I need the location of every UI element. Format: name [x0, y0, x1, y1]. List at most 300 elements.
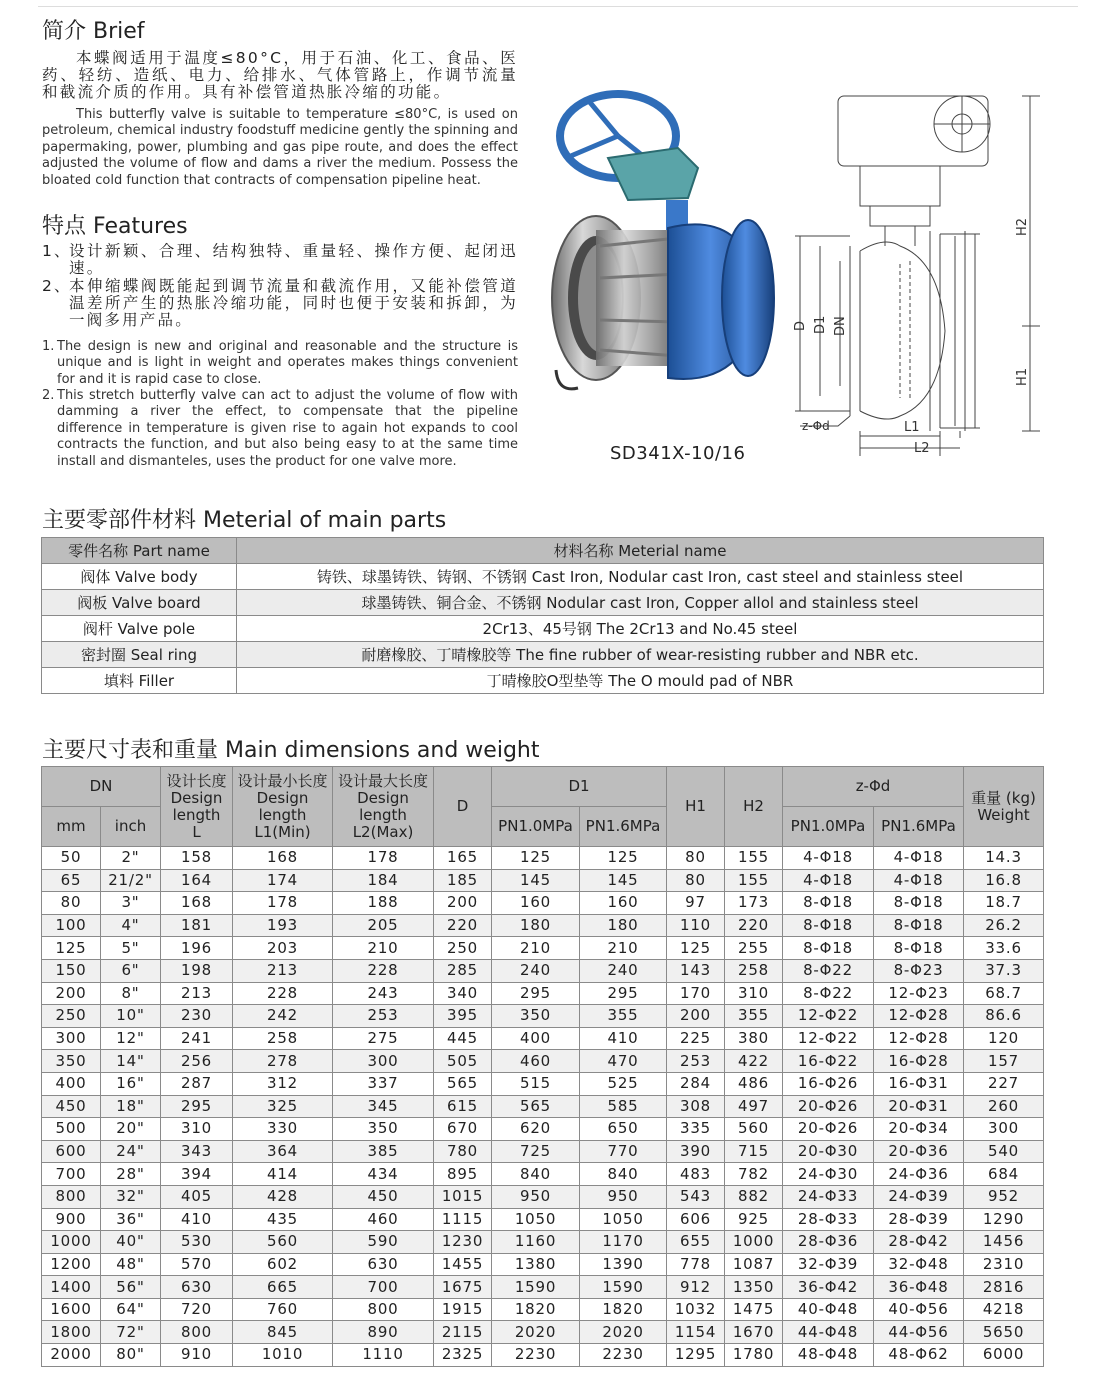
cell-dn-mm: 100: [42, 914, 101, 937]
cell-d: 200: [434, 892, 492, 915]
header-l-en3: L: [192, 822, 201, 841]
header-weight-en: Weight: [977, 805, 1030, 824]
cell-dn-mm: 1400: [42, 1276, 101, 1299]
feature-en-1-number: 1.: [42, 339, 55, 354]
cell-weight: 6000: [964, 1344, 1044, 1367]
cell-length-l2-max: 890: [333, 1321, 434, 1344]
feature-en-2-text: This stretch butterfly valve can act to adjust the volume of flow with damming a river the effect, to compensate that the pipeline difference in temperature is given rise to again hot expands to cool contracts the function, and but also being easy to at the same time install and dismanteles, uses the product for one valve more.: [57, 388, 518, 469]
cell-length-l1-min: 242: [233, 1005, 333, 1028]
cell-weight: 4218: [964, 1298, 1044, 1321]
cell-length-l1-min: 193: [233, 914, 333, 937]
header-d1-pn10: PN1.0MPa: [492, 807, 580, 847]
cell-h1: 200: [667, 1005, 725, 1028]
table-row: [42, 1072, 1044, 1095]
table-row: [42, 1118, 1044, 1141]
cell-h1: 253: [667, 1050, 725, 1073]
cell-zphid-pn10: 36-Φ42: [783, 1276, 874, 1299]
cell-dn-mm: 500: [42, 1118, 101, 1141]
cell-zphid-pn10: 20-Φ26: [783, 1118, 874, 1141]
cell-dn-mm: 125: [42, 937, 101, 960]
cell-d1-pn10: 2020: [492, 1321, 580, 1344]
cell-length-l1-min: 203: [233, 937, 333, 960]
header-l-zh: 设计长度: [166, 771, 227, 790]
cell-length-l: 410: [161, 1208, 233, 1231]
cell-zphid-pn16: 4-Φ18: [874, 847, 964, 870]
cell-length-l2-max: 205: [333, 914, 434, 937]
header-weight-zh: 重量 (kg): [971, 788, 1036, 807]
cell-length-l1-min: 560: [233, 1231, 333, 1254]
cell-length-l2-max: 700: [333, 1276, 434, 1299]
cell-length-l1-min: 312: [233, 1072, 333, 1095]
cell-dn-mm: 150: [42, 959, 101, 982]
header-l: [161, 767, 233, 847]
cell-dn-inch: 56": [101, 1276, 161, 1299]
cell-d1-pn10: 1380: [492, 1253, 580, 1276]
cell-d1-pn10: 350: [492, 1005, 580, 1028]
cell-length-l: 168: [161, 892, 233, 915]
cell-h2: 1087: [725, 1253, 783, 1276]
cell-length-l1-min: 228: [233, 982, 333, 1005]
cell-d: 1015: [434, 1185, 492, 1208]
drawing-label-zphid: z-Φd: [802, 419, 830, 433]
cell-d1-pn10: 145: [492, 869, 580, 892]
cell-zphid-pn16: 48-Φ62: [874, 1344, 964, 1367]
cell-zphid-pn16: 8-Φ23: [874, 959, 964, 982]
cell-d1-pn16: 840: [580, 1163, 667, 1186]
part-name: 阀体 Valve body: [42, 564, 237, 590]
table-row: [42, 1005, 1044, 1028]
feature-en-2: [42, 388, 518, 470]
cell-weight: 157: [964, 1050, 1044, 1073]
cell-h1: 606: [667, 1208, 725, 1231]
cell-h1: 1032: [667, 1298, 725, 1321]
cell-h2: 380: [725, 1027, 783, 1050]
cell-zphid-pn16: 40-Φ56: [874, 1298, 964, 1321]
table-row: [42, 642, 1044, 668]
cell-dn-inch: 28": [101, 1163, 161, 1186]
cell-length-l: 310: [161, 1118, 233, 1141]
cell-h2: 486: [725, 1072, 783, 1095]
cell-length-l1-min: 325: [233, 1095, 333, 1118]
table-row: [42, 1140, 1044, 1163]
cell-length-l2-max: 210: [333, 937, 434, 960]
cell-weight: 68.7: [964, 982, 1044, 1005]
cell-d1-pn10: 950: [492, 1185, 580, 1208]
cell-h1: 1154: [667, 1321, 725, 1344]
table-row: [42, 1231, 1044, 1254]
cell-length-l1-min: 435: [233, 1208, 333, 1231]
header-l-en1: Design: [170, 788, 223, 807]
cell-dn-inch: 16": [101, 1072, 161, 1095]
valve-photo: [548, 88, 778, 420]
cell-dn-mm: 50: [42, 847, 101, 870]
cell-weight: 18.7: [964, 892, 1044, 915]
cell-length-l: 530: [161, 1231, 233, 1254]
cell-h2: 1670: [725, 1321, 783, 1344]
cell-length-l2-max: 385: [333, 1140, 434, 1163]
table-row: [42, 937, 1044, 960]
cell-weight: 300: [964, 1118, 1044, 1141]
cell-d1-pn10: 240: [492, 959, 580, 982]
cell-zphid-pn10: 4-Φ18: [783, 847, 874, 870]
cell-dn-mm: 200: [42, 982, 101, 1005]
cell-dn-mm: 1200: [42, 1253, 101, 1276]
cell-h1: 308: [667, 1095, 725, 1118]
cell-dn-inch: 3": [101, 892, 161, 915]
cell-dn-inch: 20": [101, 1118, 161, 1141]
header-zphid: z-Φd: [783, 767, 964, 807]
cell-zphid-pn16: 44-Φ56: [874, 1321, 964, 1344]
cell-length-l: 295: [161, 1095, 233, 1118]
header-weight: [964, 767, 1044, 847]
cell-length-l: 287: [161, 1072, 233, 1095]
top-rule: [38, 6, 1078, 7]
cell-zphid-pn10: 16-Φ22: [783, 1050, 874, 1073]
cell-d: 1115: [434, 1208, 492, 1231]
cell-d1-pn10: 515: [492, 1072, 580, 1095]
part-name: 填料 Filler: [42, 668, 237, 694]
cell-dn-mm: 350: [42, 1050, 101, 1073]
cell-zphid-pn16: 28-Φ42: [874, 1231, 964, 1254]
header-l2: [333, 767, 434, 847]
cell-h2: 220: [725, 914, 783, 937]
cell-d1-pn10: 400: [492, 1027, 580, 1050]
cell-zphid-pn16: 12-Φ23: [874, 982, 964, 1005]
cell-length-l1-min: 1010: [233, 1344, 333, 1367]
cell-dn-inch: 21/2": [101, 869, 161, 892]
cell-weight: 1456: [964, 1231, 1044, 1254]
cell-d1-pn10: 1050: [492, 1208, 580, 1231]
header-l1: [233, 767, 333, 847]
table-row: [42, 1253, 1044, 1276]
cell-d1-pn16: 950: [580, 1185, 667, 1208]
cell-h2: 155: [725, 869, 783, 892]
table-row: [42, 982, 1044, 1005]
cell-length-l: 158: [161, 847, 233, 870]
cell-h1: 80: [667, 847, 725, 870]
cell-d1-pn10: 210: [492, 937, 580, 960]
cell-d1-pn16: 770: [580, 1140, 667, 1163]
cell-length-l2-max: 450: [333, 1185, 434, 1208]
cell-d1-pn16: 1050: [580, 1208, 667, 1231]
cell-length-l2-max: 800: [333, 1298, 434, 1321]
cell-length-l: 256: [161, 1050, 233, 1073]
cell-length-l1-min: 258: [233, 1027, 333, 1050]
cell-d1-pn10: 725: [492, 1140, 580, 1163]
cell-dn-inch: 40": [101, 1231, 161, 1254]
cell-d1-pn10: 295: [492, 982, 580, 1005]
cell-d: 1230: [434, 1231, 492, 1254]
cell-length-l: 394: [161, 1163, 233, 1186]
dimensions-body: [42, 847, 1044, 1367]
cell-h1: 170: [667, 982, 725, 1005]
cell-length-l: 213: [161, 982, 233, 1005]
cell-d: 1675: [434, 1276, 492, 1299]
cell-h2: 310: [725, 982, 783, 1005]
cell-d1-pn10: 620: [492, 1118, 580, 1141]
cell-dn-mm: 2000: [42, 1344, 101, 1367]
cell-length-l: 181: [161, 914, 233, 937]
cell-zphid-pn16: 8-Φ18: [874, 937, 964, 960]
cell-dn-inch: 14": [101, 1050, 161, 1073]
cell-weight: 33.6: [964, 937, 1044, 960]
cell-zphid-pn10: 8-Φ22: [783, 982, 874, 1005]
cell-d: 505: [434, 1050, 492, 1073]
cell-d1-pn16: 180: [580, 914, 667, 937]
header-h2: H2: [725, 767, 783, 847]
dimensions-header-row-1: [42, 767, 1044, 807]
materials-title: 主要零部件材料 Meterial of main parts: [42, 508, 447, 533]
cell-h2: 258: [725, 959, 783, 982]
cell-d1-pn10: 840: [492, 1163, 580, 1186]
cell-h1: 543: [667, 1185, 725, 1208]
cell-zphid-pn10: 4-Φ18: [783, 869, 874, 892]
cell-dn-mm: 700: [42, 1163, 101, 1186]
cell-weight: 227: [964, 1072, 1044, 1095]
feature-zh-2-text: 本伸缩蝶阀既能起到调节流量和截流作用，又能补偿管道温差所产生的热胀冷缩功能，同时也便于安装和拆卸，为一阀多用产品。: [69, 277, 518, 329]
materials-table: [41, 537, 1044, 694]
cell-zphid-pn10: 16-Φ26: [783, 1072, 874, 1095]
cell-d1-pn10: 1590: [492, 1276, 580, 1299]
cell-length-l2-max: 188: [333, 892, 434, 915]
material-name: 耐磨橡胶、丁晴橡胶等 The fine rubber of wear-resisting rubber and NBR etc.: [237, 642, 1044, 668]
brief-title: 简介 Brief: [42, 19, 145, 44]
cell-d1-pn16: 125: [580, 847, 667, 870]
cell-d1-pn16: 160: [580, 892, 667, 915]
table-row: [42, 1344, 1044, 1367]
dimensions-table: [41, 766, 1044, 1367]
cell-zphid-pn16: 12-Φ28: [874, 1027, 964, 1050]
cell-h2: 1780: [725, 1344, 783, 1367]
header-h1: H1: [667, 767, 725, 847]
cell-dn-inch: 32": [101, 1185, 161, 1208]
cell-h2: 1475: [725, 1298, 783, 1321]
cell-weight: 1290: [964, 1208, 1044, 1231]
cell-weight: 540: [964, 1140, 1044, 1163]
cell-d: 250: [434, 937, 492, 960]
table-row: [42, 959, 1044, 982]
cell-h2: 782: [725, 1163, 783, 1186]
header-l1-en3: L1(Min): [254, 822, 311, 841]
features-title: 特点 Features: [42, 214, 188, 239]
cell-zphid-pn16: 36-Φ48: [874, 1276, 964, 1299]
drawing-label-dn: DN: [833, 316, 848, 336]
cell-weight: 37.3: [964, 959, 1044, 982]
cell-zphid-pn10: 40-Φ48: [783, 1298, 874, 1321]
cell-h1: 125: [667, 937, 725, 960]
cell-zphid-pn10: 28-Φ36: [783, 1231, 874, 1254]
gearbox: [608, 148, 698, 200]
cell-zphid-pn16: 24-Φ39: [874, 1185, 964, 1208]
cell-length-l: 343: [161, 1140, 233, 1163]
cell-weight: 2816: [964, 1276, 1044, 1299]
part-name: 阀杆 Valve pole: [42, 616, 237, 642]
header-zphid-pn16: PN1.6MPa: [874, 807, 964, 847]
cell-dn-inch: 36": [101, 1208, 161, 1231]
material-name: 2Cr13、45号钢 The 2Cr13 and No.45 steel: [237, 616, 1044, 642]
materials-header-material: 材料名称 Meterial name: [237, 538, 1044, 564]
cell-length-l2-max: 184: [333, 869, 434, 892]
cell-length-l2-max: 434: [333, 1163, 434, 1186]
cell-d1-pn10: 125: [492, 847, 580, 870]
cell-zphid-pn16: 12-Φ28: [874, 1005, 964, 1028]
cell-weight: 2310: [964, 1253, 1044, 1276]
cell-length-l2-max: 253: [333, 1005, 434, 1028]
cell-d: 895: [434, 1163, 492, 1186]
cell-dn-inch: 24": [101, 1140, 161, 1163]
cell-d: 2325: [434, 1344, 492, 1367]
cell-length-l2-max: 275: [333, 1027, 434, 1050]
cell-zphid-pn10: 12-Φ22: [783, 1027, 874, 1050]
cell-weight: 26.2: [964, 914, 1044, 937]
cell-h2: 173: [725, 892, 783, 915]
header-l1-en2: length: [258, 805, 307, 824]
drawing-label-h2: H2: [1015, 217, 1030, 236]
materials-header-part: 零件名称 Part name: [42, 538, 237, 564]
header-zphid-pn10: PN1.0MPa: [783, 807, 874, 847]
cell-d1-pn16: 1170: [580, 1231, 667, 1254]
cell-dn-inch: 8": [101, 982, 161, 1005]
cell-d: 1915: [434, 1298, 492, 1321]
cell-dn-mm: 600: [42, 1140, 101, 1163]
feature-en-1: [42, 339, 518, 388]
cell-h1: 655: [667, 1231, 725, 1254]
cell-zphid-pn10: 8-Φ18: [783, 914, 874, 937]
cell-length-l1-min: 428: [233, 1185, 333, 1208]
cell-h1: 284: [667, 1072, 725, 1095]
cell-h1: 912: [667, 1276, 725, 1299]
cell-length-l: 405: [161, 1185, 233, 1208]
cell-h1: 97: [667, 892, 725, 915]
cell-h2: 355: [725, 1005, 783, 1028]
cell-zphid-pn10: 8-Φ22: [783, 959, 874, 982]
cell-d1-pn10: 1820: [492, 1298, 580, 1321]
cell-h1: 390: [667, 1140, 725, 1163]
header-l2-en2: length: [359, 805, 407, 824]
cell-length-l2-max: 350: [333, 1118, 434, 1141]
feature-zh-2-number: 2、: [42, 277, 72, 295]
table-row: [42, 590, 1044, 616]
cell-d: 185: [434, 869, 492, 892]
cell-zphid-pn16: 20-Φ36: [874, 1140, 964, 1163]
cell-d1-pn10: 2230: [492, 1344, 580, 1367]
cell-dn-inch: 48": [101, 1253, 161, 1276]
cell-h2: 422: [725, 1050, 783, 1073]
header-l2-en3: L2(Max): [352, 822, 414, 841]
cell-h2: 497: [725, 1095, 783, 1118]
cell-zphid-pn16: 20-Φ34: [874, 1118, 964, 1141]
cell-d1-pn16: 470: [580, 1050, 667, 1073]
cell-zphid-pn16: 8-Φ18: [874, 892, 964, 915]
cell-dn-mm: 300: [42, 1027, 101, 1050]
cell-length-l1-min: 178: [233, 892, 333, 915]
feature-zh-1: [42, 243, 518, 277]
cell-d1-pn10: 180: [492, 914, 580, 937]
cell-zphid-pn10: 24-Φ30: [783, 1163, 874, 1186]
cell-zphid-pn16: 8-Φ18: [874, 914, 964, 937]
material-name: 球墨铸铁、铜合金、不锈钢 Nodular cast Iron, Copper allol and stainless steel: [237, 590, 1044, 616]
material-name: 铸铁、球墨铸铁、铸钢、不锈钢 Cast Iron, Nodular cast Iron, cast steel and stainless steel: [237, 564, 1044, 590]
cell-d1-pn16: 585: [580, 1095, 667, 1118]
cell-dn-mm: 1600: [42, 1298, 101, 1321]
cell-weight: 260: [964, 1095, 1044, 1118]
table-row: [42, 869, 1044, 892]
table-row: [42, 914, 1044, 937]
cell-length-l: 570: [161, 1253, 233, 1276]
cell-length-l: 630: [161, 1276, 233, 1299]
header-mm: mm: [42, 807, 101, 847]
cell-d1-pn16: 145: [580, 869, 667, 892]
header-d: D: [434, 767, 492, 847]
cell-zphid-pn16: 20-Φ31: [874, 1095, 964, 1118]
cell-dn-inch: 64": [101, 1298, 161, 1321]
cell-length-l: 196: [161, 937, 233, 960]
cell-weight: 86.6: [964, 1005, 1044, 1028]
cell-d1-pn10: 1160: [492, 1231, 580, 1254]
cell-d: 1455: [434, 1253, 492, 1276]
table-row: [42, 1095, 1044, 1118]
cell-length-l1-min: 174: [233, 869, 333, 892]
cell-h2: 715: [725, 1140, 783, 1163]
feature-zh-2: [42, 278, 518, 329]
cell-length-l: 910: [161, 1344, 233, 1367]
cell-d: 165: [434, 847, 492, 870]
cell-dn-mm: 900: [42, 1208, 101, 1231]
cell-length-l1-min: 602: [233, 1253, 333, 1276]
cell-weight: 952: [964, 1185, 1044, 1208]
cell-dn-mm: 1800: [42, 1321, 101, 1344]
cell-length-l2-max: 228: [333, 959, 434, 982]
cell-d: 285: [434, 959, 492, 982]
cell-zphid-pn10: 8-Φ18: [783, 892, 874, 915]
header-d1: D1: [492, 767, 667, 807]
cell-h2: 1000: [725, 1231, 783, 1254]
cell-length-l2-max: 630: [333, 1253, 434, 1276]
cell-h1: 483: [667, 1163, 725, 1186]
cell-dn-mm: 1000: [42, 1231, 101, 1254]
cell-dn-inch: 72": [101, 1321, 161, 1344]
cell-dn-inch: 4": [101, 914, 161, 937]
cell-d1-pn10: 565: [492, 1095, 580, 1118]
cell-d1-pn16: 650: [580, 1118, 667, 1141]
cell-d1-pn10: 160: [492, 892, 580, 915]
cell-length-l1-min: 845: [233, 1321, 333, 1344]
header-d1-pn16: PN1.6MPa: [580, 807, 667, 847]
cell-d: 340: [434, 982, 492, 1005]
cell-length-l2-max: 345: [333, 1095, 434, 1118]
table-row: [42, 847, 1044, 870]
model-label: SD341X-10/16: [610, 443, 746, 464]
cell-d1-pn16: 240: [580, 959, 667, 982]
cell-weight: 16.8: [964, 869, 1044, 892]
table-row: [42, 1276, 1044, 1299]
cell-length-l2-max: 300: [333, 1050, 434, 1073]
cell-weight: 684: [964, 1163, 1044, 1186]
feature-zh-1-text: 设计新颖、合理、结构独特、重量轻、操作方便、起闭迅速。: [69, 242, 518, 277]
header-dn: DN: [42, 767, 161, 807]
cell-zphid-pn16: 16-Φ28: [874, 1050, 964, 1073]
table-row: [42, 1163, 1044, 1186]
table-row: [42, 1027, 1044, 1050]
cell-length-l2-max: 337: [333, 1072, 434, 1095]
cell-zphid-pn10: 20-Φ30: [783, 1140, 874, 1163]
drawing-label-d: D: [793, 320, 808, 331]
cell-d1-pn16: 2020: [580, 1321, 667, 1344]
cell-zphid-pn10: 24-Φ33: [783, 1185, 874, 1208]
cell-length-l: 241: [161, 1027, 233, 1050]
cell-zphid-pn10: 20-Φ26: [783, 1095, 874, 1118]
feature-zh-1-number: 1、: [42, 242, 72, 260]
